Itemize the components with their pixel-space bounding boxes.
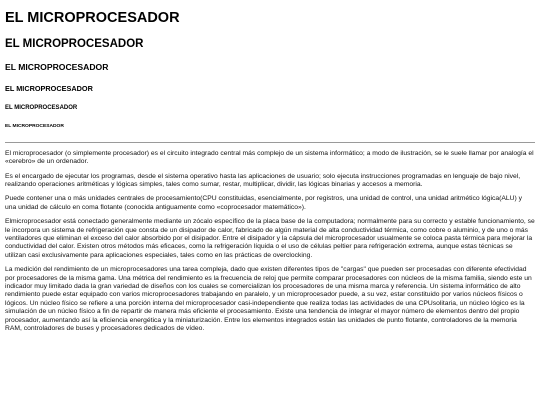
paragraph-function: Es el encargado de ejecutar los programas, desde el sistema operativo hasta las aplicaciones de usuario; solo ejecuta instrucciones programadas en lenguaje de bajo nivel, realizando operaciones aritméticas y lógicas simples, tales como sumar, restar, multiplicar, dividir, las lógicas binarias y accesos a memoria. — [5, 172, 521, 188]
heading-level-4: EL MICROPROCESADOR — [5, 83, 93, 93]
section-divider — [5, 142, 535, 143]
heading-level-6: EL MICROPROCESADOR — [5, 124, 64, 130]
heading-level-3: EL MICROPROCESADOR — [5, 61, 109, 72]
paragraph-performance: La medición del rendimiento de un microprocesadores una tarea compleja, dado que existen diferentes tipos de "cargas" que pueden ser procesadas con diferente efectividad por procesadores de la misma gama. Una métrica del rendimiento es la frecuencia de reloj que permite comparar procesadores con núcleos de la misma familia, siendo este un indicador muy limitado dada la gran variedad de diseños con los cuales se comercializan los procesadores de una misma marca y referencia. Un sistema informático de alto rendimiento puede estar equipado con varios microprocesadores trabajando en paralelo, y un microprocesador puede, a su vez, estar constituido por varios núcleos físicos o lógicos. Un núcleo físico se refiere a una porción interna del microprocesador casi-independiente que realiza todas las actividades de una CPUsolitaria, un núcleo lógico es la simulación de un núcleo físico a fin de repartir de manera más eficiente el procesamiento. Existe una tendencia de integrar el mayor número de elementos dentro del propio procesador, aumentando así la eficiencia energética y la miniaturización. Entre los elementos integrados están las unidades de punto flotante, controladores de la memoria RAM, controladores de buses y procesadores dedicados de vídeo. — [5, 266, 532, 332]
heading-level-5: EL MICROPROCESADOR — [5, 105, 78, 112]
paragraph-components: Puede contener una o más unidades centrales de procesamiento(CPU constituidas, esencialmente, por registros, una unidad de control, una unidad aritmético lógica(ALU) y una unidad de cálculo en coma flotante (conocida antiguamente como «coprocesador matemático»). — [5, 195, 523, 211]
heading-level-2: EL MICROPROCESADOR — [5, 37, 144, 50]
paragraph-intro: El microprocesador (o simplemente procesador) es el circuito integrado central más complejo de un sistema informático; a modo de ilustración, se le suele llamar por analogía el «cerebro» de un ordenador. — [5, 149, 534, 166]
paragraph-cooling: Elmicroprocesador está conectado generalmente mediante un zócalo específico de la placa base de la computadora; normalmente para su correcto y estable funcionamiento, se le incorpora un sistema de refrigeración que consta de un disipador de calor, fabricado de algún material de alta conductividad térmica, como cobre o aluminio, y de uno o más ventiladores que eliminan el exceso del calor absorbido por el disipador. Entre el disipador y la cápsula del microprocesador usualmente se coloca pasta térmica para mejorar la conductividad del calor. Existen otros métodos más eficaces, como la refrigeración líquida o el uso de células peltier para refrigeración extrema, aunque estas técnicas se utilizan casi exclusivamente para aplicaciones especiales, tales como en las prácticas de overclocking. — [5, 218, 535, 259]
heading-level-1: EL MICROPROCESADOR — [5, 10, 180, 26]
